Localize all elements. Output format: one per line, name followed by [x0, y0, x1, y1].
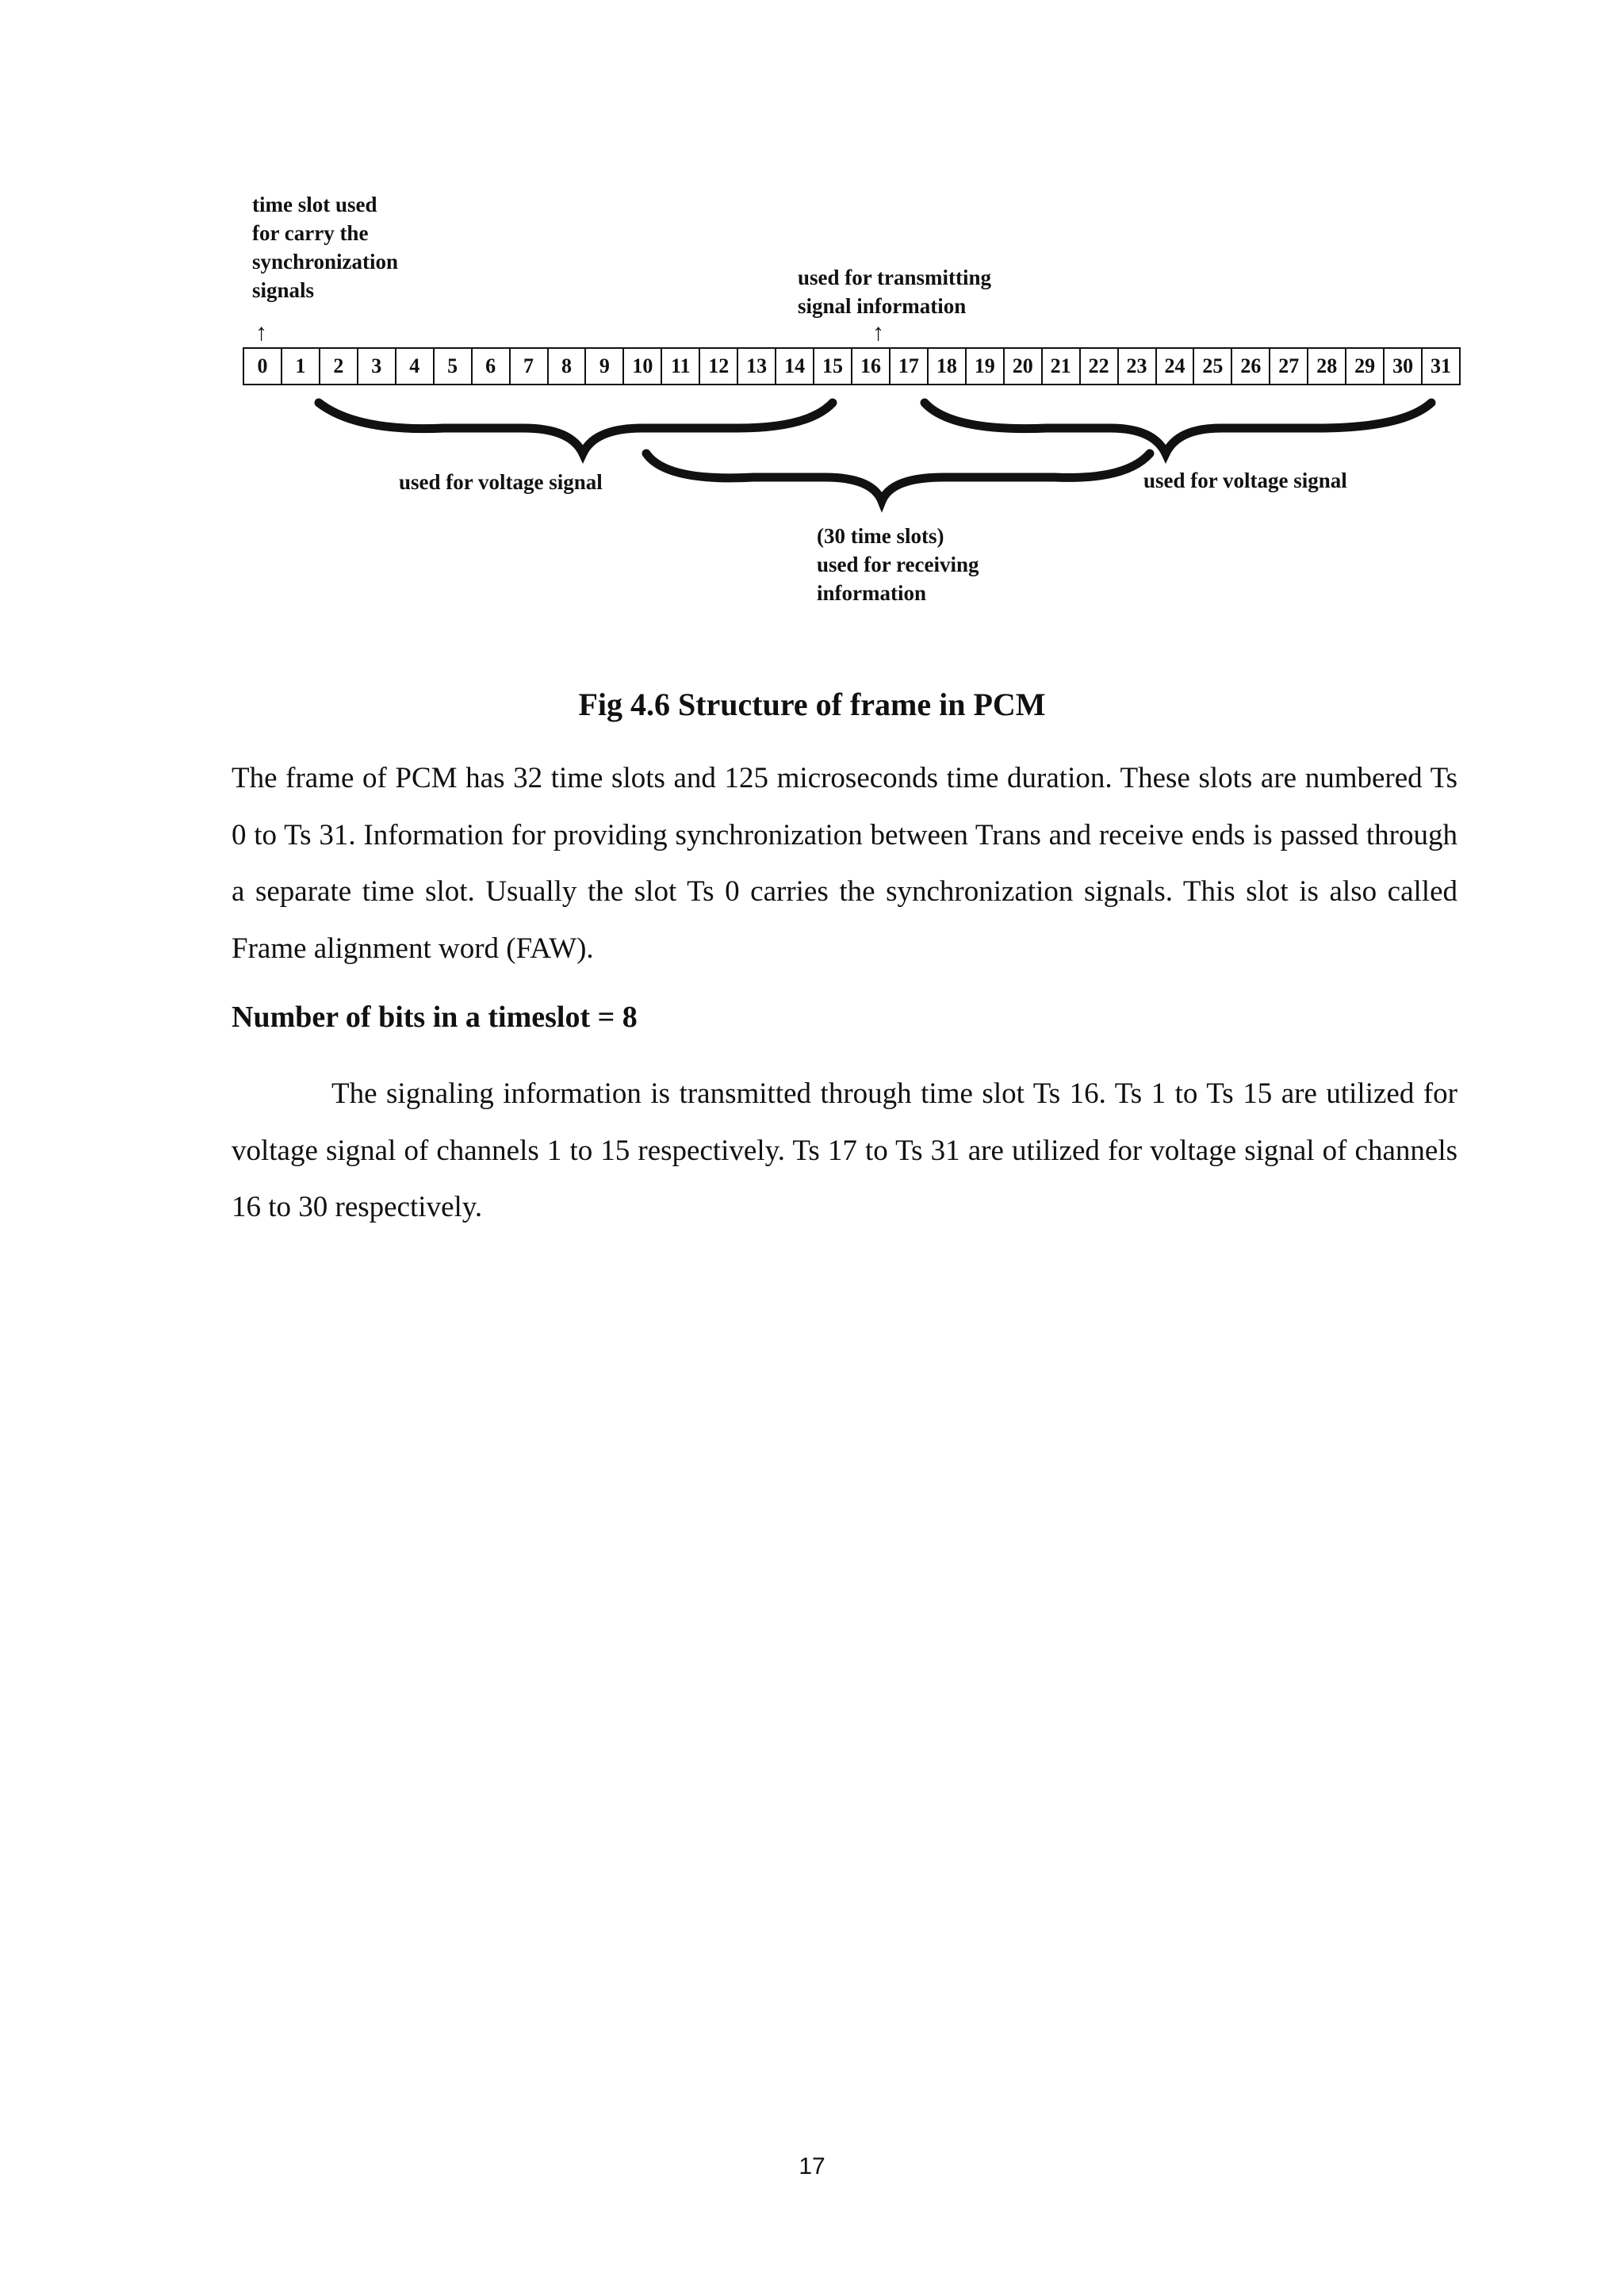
- time-slot: 4: [396, 349, 435, 384]
- time-slot: 3: [358, 349, 396, 384]
- time-slot: 5: [435, 349, 473, 384]
- time-slot: 20: [1005, 349, 1043, 384]
- time-slot: 23: [1119, 349, 1157, 384]
- time-slot: 12: [700, 349, 738, 384]
- time-slot: 9: [586, 349, 624, 384]
- time-slot: 26: [1232, 349, 1270, 384]
- time-slot: 16: [852, 349, 891, 384]
- time-slot: 13: [738, 349, 776, 384]
- time-slot: 8: [549, 349, 587, 384]
- time-slot: 22: [1081, 349, 1119, 384]
- paragraph-signaling: The signaling information is transmitted through time slot Ts 16. Ts 1 to Ts 15 are utilized for voltage signal of channels 1 to 15 respectively. Ts 17 to Ts 31 are utilized for voltage signal of channels 16 to 30 respectively.: [232, 1077, 1457, 1223]
- voltage-right-label: used for voltage signal: [1143, 469, 1347, 492]
- time-slot: 15: [814, 349, 852, 384]
- receive-slots-label: (30 time slots) used for receiving information: [817, 524, 979, 605]
- time-slot: 29: [1346, 349, 1385, 384]
- voltage-left-label: used for voltage signal: [399, 470, 603, 494]
- sync-slot-label: time slot used for carry the synchronization signals: [252, 193, 399, 302]
- time-slot: 10: [624, 349, 662, 384]
- time-slot: 31: [1431, 354, 1452, 377]
- time-slot: 28: [1308, 349, 1346, 384]
- transmit-arrow-icon: ↑: [872, 320, 884, 346]
- time-slot: 21: [1043, 349, 1081, 384]
- time-slot: 0: [244, 349, 282, 384]
- time-slot: 17: [891, 349, 929, 384]
- transmit-slot-label: used for transmitting signal information: [798, 266, 992, 318]
- page-number: 17: [799, 2153, 825, 2179]
- time-slot: 27: [1270, 349, 1308, 384]
- bits-heading: Number of bits in a timeslot = 8: [232, 1001, 638, 1034]
- time-slot: 2: [320, 349, 358, 384]
- time-slot: 11: [662, 349, 700, 384]
- paragraph-frame-description: The frame of PCM has 32 time slots and 125 microseconds time duration. These slots are numbered Ts 0 to Ts 31. Information for providing synchronization between Trans and receive ends is passed through a separate time slot. Usually the slot Ts 0 carries the synchronization signals. This slot is also called Frame alignment word (FAW).: [232, 762, 1457, 965]
- time-slot: 19: [967, 349, 1005, 384]
- time-slot: 25: [1194, 349, 1232, 384]
- time-slot: 30: [1385, 349, 1423, 384]
- time-slot: 1: [282, 349, 320, 384]
- left-voltage-brace: [319, 403, 833, 453]
- time-slot: 18: [929, 349, 967, 384]
- slot-braces: [0, 0, 1624, 555]
- time-slot: 24: [1157, 349, 1195, 384]
- time-slot: 14: [776, 349, 814, 384]
- time-slot: 6: [473, 349, 511, 384]
- receive-brace: [646, 453, 1150, 501]
- right-voltage-brace: [925, 403, 1431, 453]
- sync-arrow-icon: ↑: [255, 320, 267, 346]
- figure-caption: Fig 4.6 Structure of frame in PCM: [578, 687, 1046, 722]
- time-slot: 7: [511, 349, 549, 384]
